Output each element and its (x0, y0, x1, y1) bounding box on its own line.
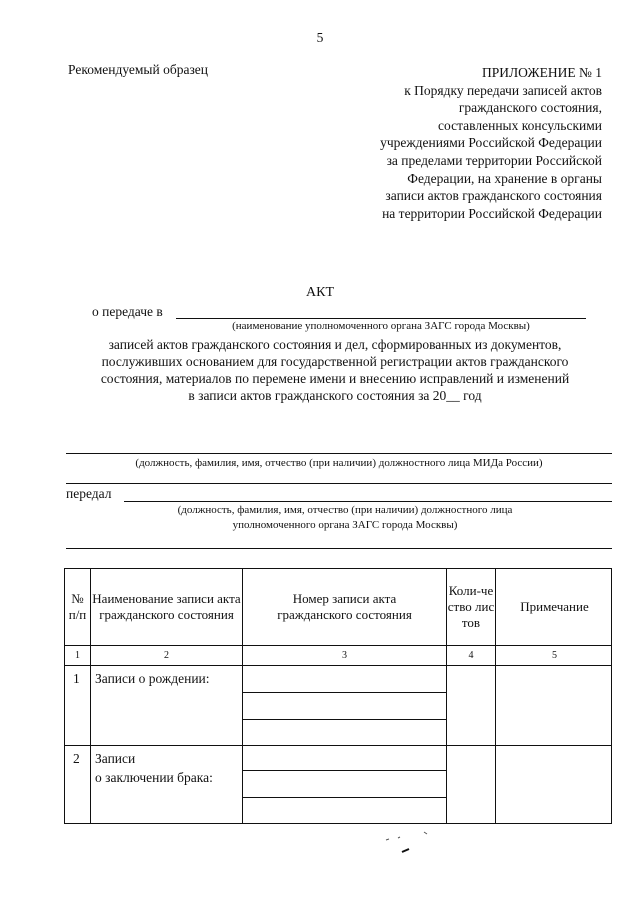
appendix-line: ПРИЛОЖЕНИЕ № 1 (481, 65, 602, 80)
separator-line (66, 483, 612, 484)
col-number: 3 (342, 650, 347, 661)
zags-official-fill-line[interactable] (66, 548, 612, 549)
row-record-name-cont: о заключении брака: (95, 770, 213, 785)
recommended-sample-label: Рекомендуемый образец (68, 62, 209, 77)
col-number: 1 (75, 650, 80, 661)
transfer-to-label: о передаче в (92, 304, 163, 319)
appendix-line: к Порядку передачи записей актов (404, 82, 602, 98)
record-number-line (242, 797, 446, 798)
record-number-line (242, 719, 446, 720)
row-record-name: Записи (95, 751, 136, 766)
appendix-line: записи актов гражданского состояния (385, 188, 602, 204)
appendix-line: составленных консульскими (438, 117, 602, 133)
act-body-line: в записи актов гражданского состояния за 20__ год (188, 388, 482, 403)
col-number: 4 (468, 650, 474, 661)
transferred-label: передал (66, 486, 112, 501)
appendix-line: Федерации, на хранение в органы (407, 170, 602, 186)
col-number: 5 (552, 650, 557, 661)
header-number: № п/п (68, 591, 87, 622)
mfa-official-fill-line[interactable] (66, 453, 612, 454)
header-record-name: Наименование записи акта гражданского состояния (92, 591, 241, 622)
act-body-line: послуживших основанием для государственной регистрации актов гражданского (101, 354, 569, 369)
record-number-line (242, 692, 446, 693)
row-number: 2 (73, 751, 80, 766)
table-row-divider (65, 745, 611, 746)
scan-mark-icon (380, 828, 440, 858)
transfer-table (64, 568, 612, 824)
appendix-line: за пределами территории Российской (386, 152, 602, 168)
row-number: 1 (73, 671, 80, 686)
act-body-line: записей актов гражданского состояния и дел, сформированных из документов, (108, 337, 562, 352)
record-number-line (242, 770, 446, 771)
col-number: 2 (164, 650, 169, 661)
transferred-caption-2: уполномоченного органа ЗАГС города Москвы) (232, 519, 458, 531)
page-number: 5 (316, 30, 324, 45)
transfer-to-caption: (наименование уполномоченного органа ЗАГС города Москвы) (232, 320, 530, 332)
table-row-divider (65, 665, 611, 666)
row-record-name: Записи о рождении: (95, 671, 210, 686)
transferred-caption-1: (должность, фамилия, имя, отчество (при наличии) должностного лица (177, 504, 513, 516)
header-record-number: Номер записи акта гражданского состояния (277, 591, 412, 622)
act-body (66, 336, 604, 404)
header-sheets-count: Коли-чество листов (447, 583, 495, 630)
act-body-line: состояния, материалов по перемене имени и внесению исправлений и изменений (100, 371, 570, 386)
appendix-line: гражданского состояния, (458, 100, 602, 116)
appendix-block (330, 64, 602, 222)
header-note: Примечание (520, 599, 589, 614)
appendix-line: на территории Российской Федерации (382, 205, 602, 221)
mfa-official-caption: (должность, фамилия, имя, отчество (при наличии) должностного лица МИДа России) (135, 457, 543, 469)
appendix-line: учреждениями Российской Федерации (380, 135, 602, 151)
transferred-fill-line[interactable] (124, 501, 612, 502)
act-title: АКТ (306, 285, 334, 300)
